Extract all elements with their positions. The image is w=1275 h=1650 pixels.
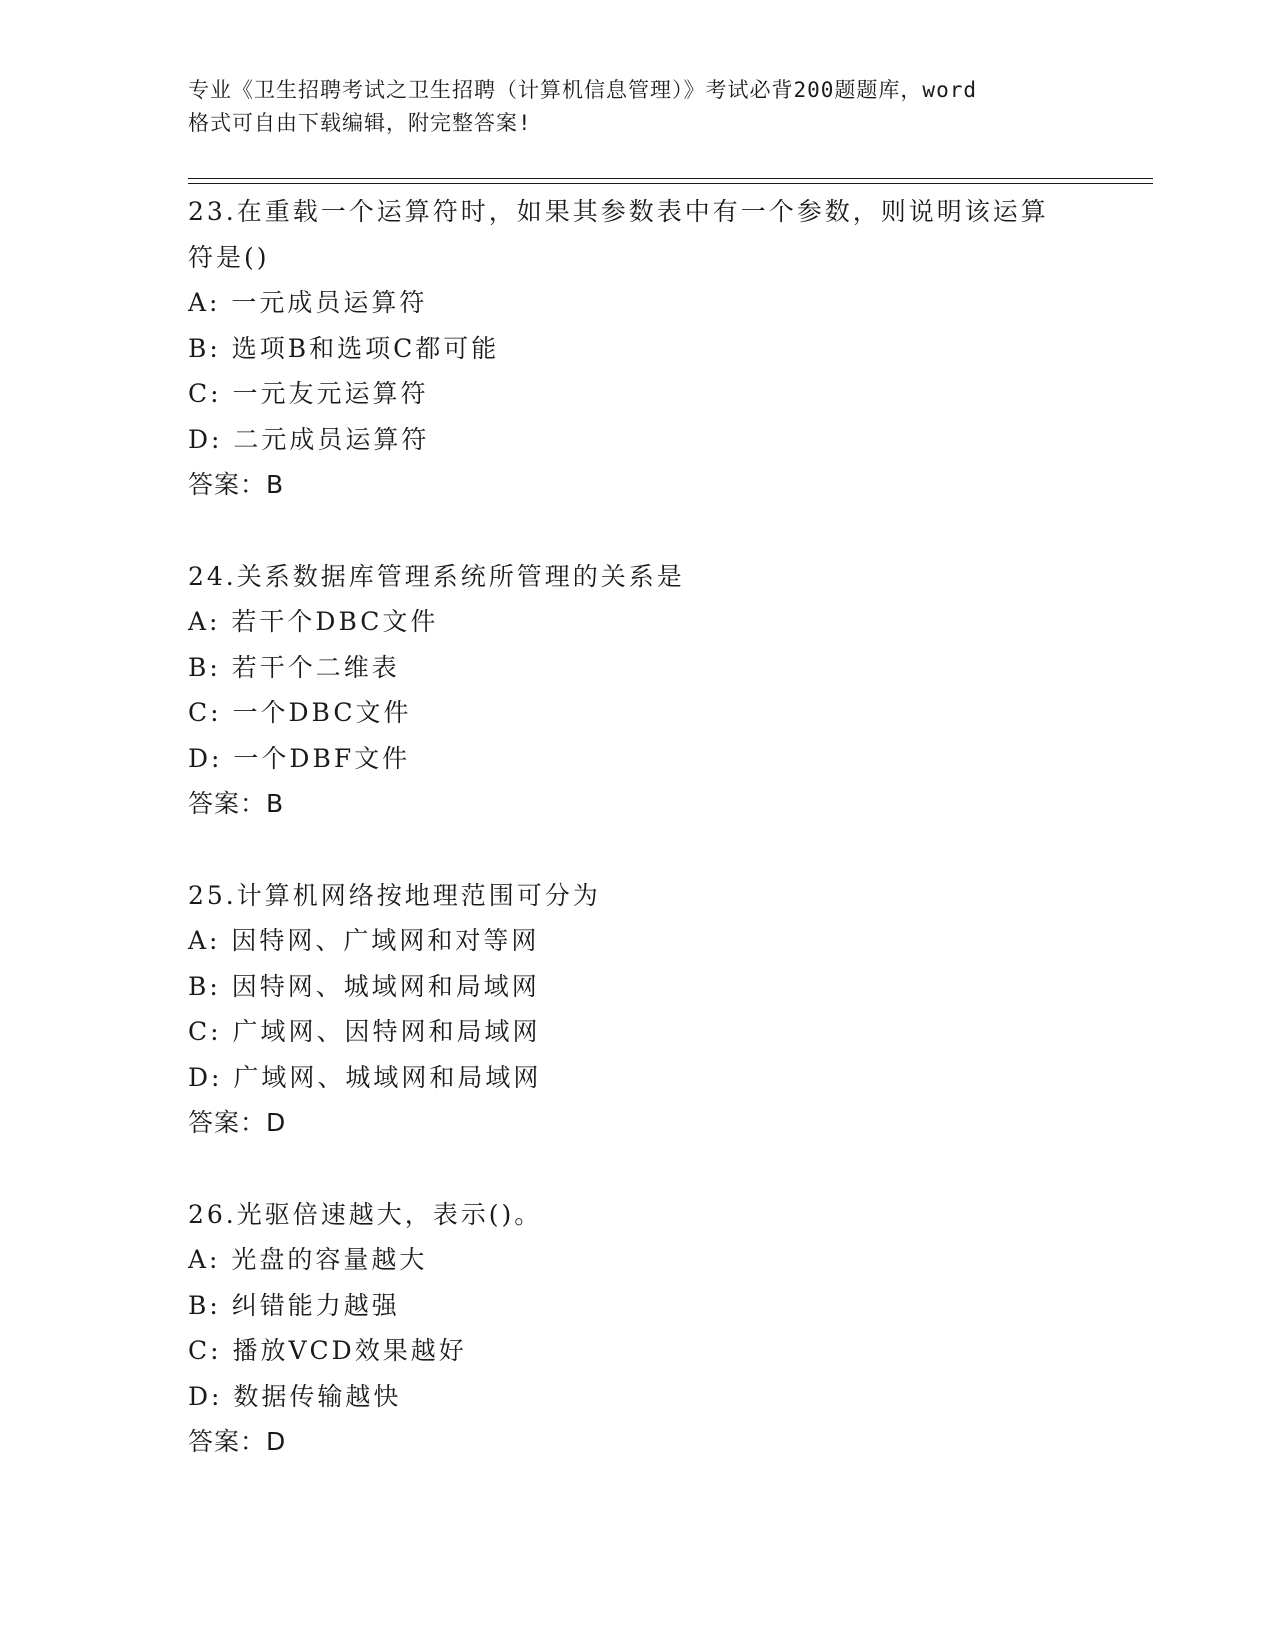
option-c: C: 广域网、因特网和局域网 [188,1017,541,1046]
option-c: C: 一元友元运算符 [188,379,429,408]
option-b: B: 选项B和选项C都可能 [188,333,500,363]
option-c: C: 一个DBC文件 [188,698,412,727]
option-c: C: 播放VCD效果越好 [188,1336,467,1365]
question-stem: 25.计算机网络按地理范围可分为 [188,880,601,910]
option-d: D: 数据传输越快 [188,1381,402,1411]
question-list [188,189,1108,1465]
question-stem: 24.关系数据库管理系统所管理的关系是 [188,561,685,591]
answer: 答案：B [188,470,285,499]
question-stem-line-2: 符是() [188,242,270,272]
option-b: B: 因特网、城域网和局域网 [188,971,540,1001]
option-a: A: 因特网、广域网和对等网 [188,926,540,955]
question-stem-line-1: 23.在重载一个运算符时，如果其参数表中有一个参数，则说明该运算 [188,197,1049,226]
answer: 答案：B [188,789,285,818]
option-b: B: 纠错能力越强 [188,1290,400,1320]
option-d: D: 广域网、城域网和局域网 [188,1062,542,1092]
option-d: D: 一个DBF文件 [188,743,411,773]
option-b: B: 若干个二维表 [188,652,400,682]
option-a: A: 光盘的容量越大 [188,1245,428,1274]
answer: 答案：D [188,1427,287,1456]
header-line-2: 格式可自由下载编辑，附完整答案! [188,111,532,135]
question-stem [188,189,1108,280]
question-23 [188,189,1108,508]
header-divider-bottom [188,183,1153,184]
document-header [188,74,1088,140]
option-a: A: 若干个DBC文件 [188,607,439,636]
option-a: A: 一元成员运算符 [188,288,428,317]
question-25 [188,873,1108,1146]
question-24 [188,554,1108,827]
header-line-1: 专业《卫生招聘考试之卫生招聘（计算机信息管理）》考试必背200题题库，word [188,78,977,102]
question-26 [188,1192,1108,1465]
answer: 答案：D [188,1108,287,1137]
question-stem: 26.光驱倍速越大，表示()。 [188,1199,543,1229]
header-divider-top [188,178,1153,179]
option-d: D: 二元成员运算符 [188,424,430,454]
